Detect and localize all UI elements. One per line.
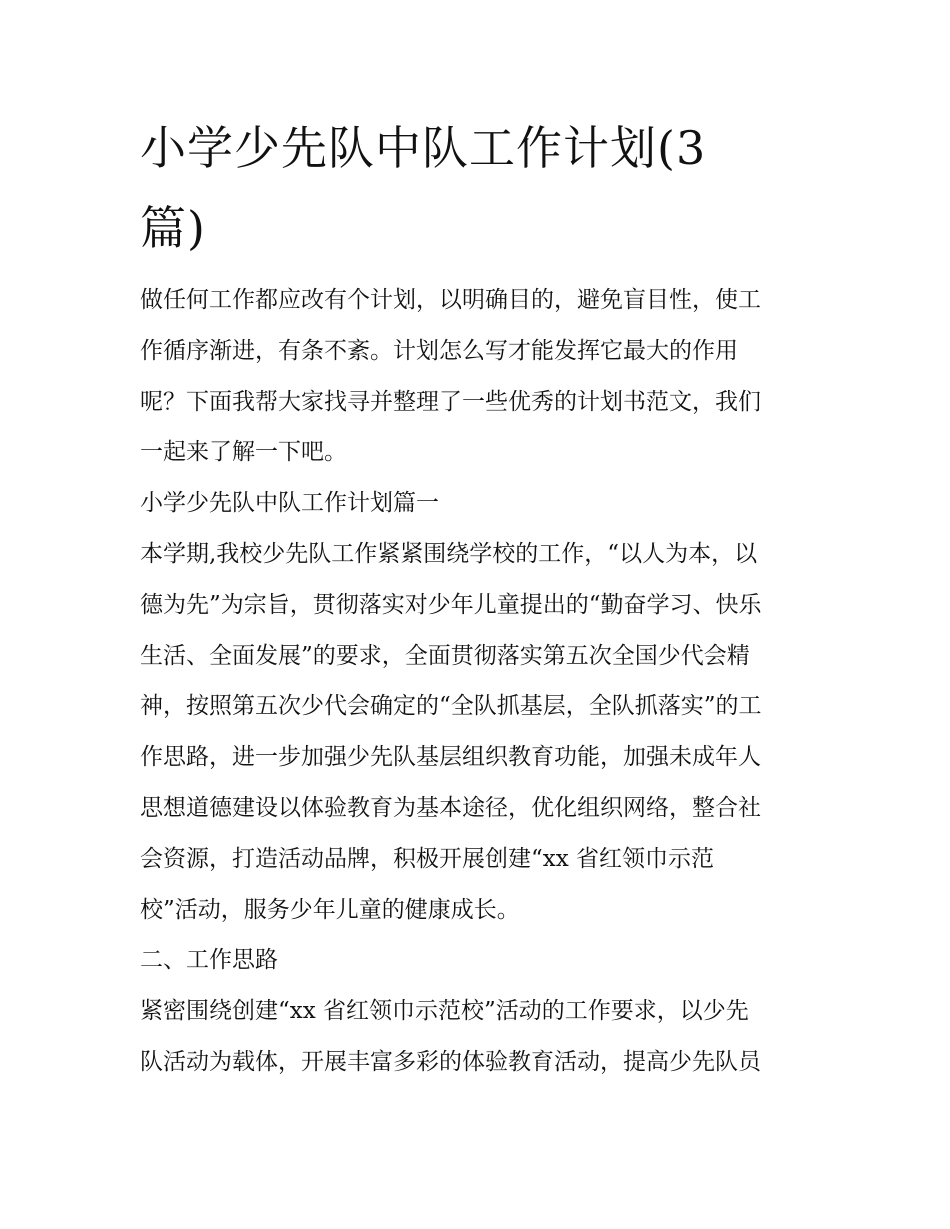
- body-line: 德为先”为宗旨，贯彻落实对少年儿童提出的“勤奋学习、快乐: [140, 591, 762, 618]
- body-line: 紧密围绕创建“xx 省红领巾示范校”活动的工作要求，以少先: [140, 998, 749, 1025]
- document-body: [140, 275, 820, 1088]
- body-line: 会资源，打造活动品牌，积极开展创建“xx 省红领巾示范: [140, 845, 715, 872]
- body-line: 神，按照第五次少代会确定的“全队抓基层，全队抓落实”的工: [140, 693, 762, 720]
- body-line: 呢？下面我帮大家找寻并整理了一些优秀的计划书范文，我们: [140, 388, 761, 415]
- body-line: 生活、全面发展”的要求，全面贯彻落实第五次全国少代会精: [140, 642, 750, 669]
- title-line: 篇): [140, 201, 206, 255]
- section-heading: 二、工作思路: [140, 947, 278, 974]
- body-line: 一起来了解一下吧。: [140, 439, 347, 466]
- title-line: 小学少先队中队工作计划(3: [140, 121, 707, 175]
- document-title: [140, 108, 820, 268]
- body-line: 思想道德建设以体验教育为基本途径，优化组织网络，整合社: [140, 794, 761, 821]
- body-line: 本学期,我校少先队工作紧紧围绕学校的工作，“以人为本，以: [140, 540, 758, 567]
- body-line: 做任何工作都应改有个计划，以明确目的，避免盲目性，使工: [140, 287, 761, 313]
- body-line: 队活动为载体，开展丰富多彩的体验教育活动，提高少先队员: [140, 1048, 761, 1075]
- body-line: 作循序渐进，有条不紊。计划怎么写才能发挥它最大的作用: [140, 337, 738, 364]
- section-heading: 小学少先队中队工作计划篇一: [140, 490, 439, 517]
- body-line: 校”活动，服务少年儿童的健康成长。: [140, 896, 520, 923]
- body-line: 作思路，进一步加强少先队基层组织教育功能，加强未成年人: [140, 744, 761, 771]
